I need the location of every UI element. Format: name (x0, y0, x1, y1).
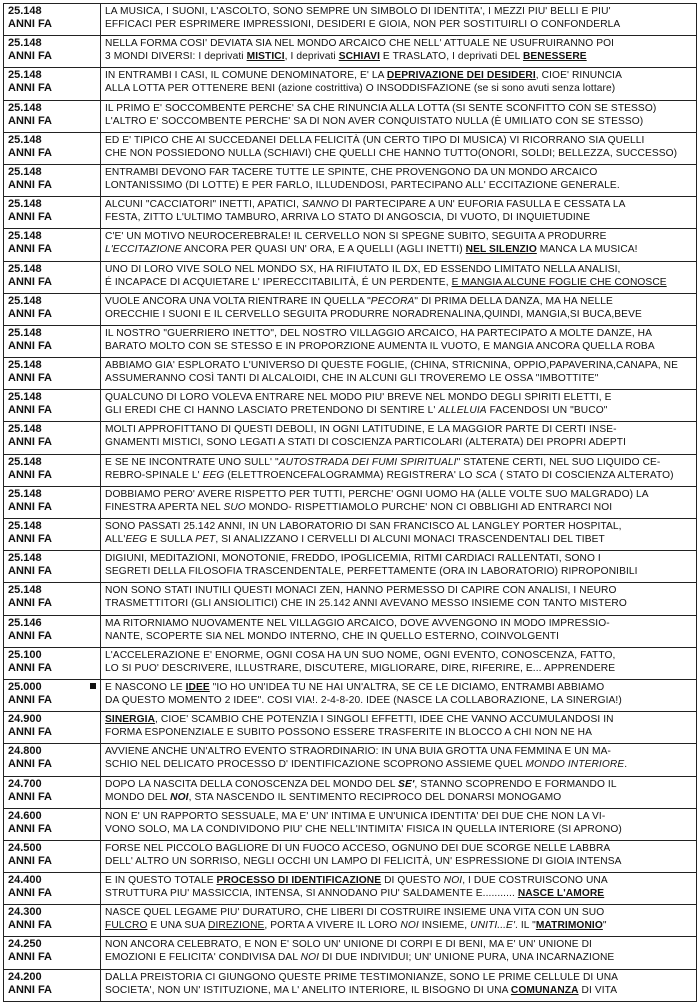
table-row (4, 615, 697, 647)
year-cell: 24.200 ANNI FA (4, 969, 101, 1001)
table-row (4, 132, 697, 164)
text-cell: DOPO LA NASCITA DELLA CONOSCENZA DEL MONDO DEL SE', STANNO SCOPRENDO E FORMANDO IL MONDO DEL NOI, STA NASCENDO IL SENTIMENTO RECIPROCO DEL DONARSI MONOGAMO (101, 776, 697, 808)
table-row (4, 68, 697, 100)
table-row (4, 325, 697, 357)
table-row (4, 873, 697, 905)
year-cell: 25.000 ANNI FA (4, 679, 101, 711)
text-cell: C'E' UN MOTIVO NEUROCEREBRALE! IL CERVELLO NON SI SPEGNE SUBITO, SEGUITA A PRODURRE L'ECCITAZIONE ANCORA PER QUASI UN' ORA, E A QUELLI (AGLI INETTI) NEL SILENZIO MANCA LA MUSICA! (101, 229, 697, 261)
text-cell: NELLA FORMA COSI' DEVIATA SIA NEL MONDO ARCAICO CHE NELL' ATTUALE NE USUFRUIRANNO POI 3 MONDI DIVERSI: I deprivati MISTICI, I deprivati SCHIAVI E TRASLATO, I deprivati DEL BENESSERE (101, 36, 697, 68)
text-cell: MOLTI APPROFITTANO DI QUESTI DEBOLI, IN OGNI LATITUDINE, E LA MAGGIOR PARTE DI CERTI INSE- GNAMENTI MISTICI, SONO LEGATI A STATI DI COSCIENZA PARTICOLARI (ALTERATA) DEI PROPRI ADEPTI (101, 422, 697, 454)
table-row (4, 808, 697, 840)
table-row (4, 36, 697, 68)
table-row (4, 358, 697, 390)
table-row (4, 519, 697, 551)
table-row (4, 647, 697, 679)
table-row (4, 583, 697, 615)
year-cell: 25.148 ANNI FA (4, 551, 101, 583)
table-row (4, 100, 697, 132)
year-cell: 24.250 ANNI FA (4, 937, 101, 969)
text-cell: ABBIAMO GIA' ESPLORATO L'UNIVERSO DI QUESTE FOGLIE, (CHINA, STRICNINA, OPPIO,PAPAVERINA,CANAPA, NE ASSUMERANNO COSÌ TANTI DI ALCALOIDI, CHE IN ALCUNI GLI TROVEREMO LE OSSA "IMBOTTITE" (101, 358, 697, 390)
year-cell: 25.148 ANNI FA (4, 325, 101, 357)
year-cell: 24.800 ANNI FA (4, 744, 101, 776)
year-cell: 25.148 ANNI FA (4, 4, 101, 36)
table-row (4, 164, 697, 196)
year-cell: 25.148 ANNI FA (4, 164, 101, 196)
table-row (4, 679, 697, 711)
table-row (4, 744, 697, 776)
table-row (4, 776, 697, 808)
text-cell: DALLA PREISTORIA CI GIUNGONO QUESTE PRIME TESTIMONIANZE, SONO LE PRIME CELLULE DI UNA SOCIETA', NON UN' ISTITUZIONE, MA L' ANELITO INTERIORE, IL BISOGNO DI UNA COMUNANZA DI VITA (101, 969, 697, 1001)
text-cell: VUOLE ANCORA UNA VOLTA RIENTRARE IN QUELLA "PECORA" DI PRIMA DELLA DANZA, MA HA NELLE ORECCHIE I SUONI E IL CERVELLO SEGUITA PRODURRE NORADRENALINA,QUINDI, MANGIA,SI BUCA,BEVE (101, 293, 697, 325)
year-cell: 25.148 ANNI FA (4, 583, 101, 615)
table-row (4, 551, 697, 583)
year-cell: 25.148 ANNI FA (4, 293, 101, 325)
year-cell: 24.300 ANNI FA (4, 905, 101, 937)
year-cell: 25.148 ANNI FA (4, 519, 101, 551)
text-cell: LA MUSICA, I SUONI, L'ASCOLTO, SONO SEMPRE UN SIMBOLO DI IDENTITA', I MEZZI PIU' BELLI E PIU' EFFICACI PER ESPRIMERE IMPRESSIONI, DESIDERI E GIOIA, NON PER SOSTITUIRLI O CONFONDERLA (101, 4, 697, 36)
table-row (4, 229, 697, 261)
table-row (4, 293, 697, 325)
year-cell: 25.148 ANNI FA (4, 229, 101, 261)
text-cell: E IN QUESTO TOTALE PROCESSO DI IDENTIFICAZIONE DI QUESTO NOI, I DUE COSTRUISCONO UNA STRUTTURA PIU' MASSICCIA, INTENSA, SI ANNODANO PIU' SALDAMENTE E........... NASCE L'AMORE (101, 873, 697, 905)
text-cell: SINERGIA, CIOE' SCAMBIO CHE POTENZIA I SINGOLI EFFETTI, IDEE CHE VANNO ACCUMULANDOSI IN FORMA ESPONENZIALE E SUBITO POSSONO ESSERE TRASFERITE IN BLOCCO A CHI NON NE HA (101, 712, 697, 744)
year-cell: 25.148 ANNI FA (4, 197, 101, 229)
text-cell: E NASCONO LE IDEE "IO HO UN'IDEA TU NE HAI UN'ALTRA, SE CE LE DICIAMO, ENTRAMBI ABBIAMO DA QUESTO MOMENTO 2 IDEE". COSI VIA!. 2-4-8-20. IDEE (NASCE LA COLLABORAZIONE, LA SINERGIA!) (101, 679, 697, 711)
year-cell: 25.148 ANNI FA (4, 261, 101, 293)
text-cell: ENTRAMBI DEVONO FAR TACERE TUTTE LE SPINTE, CHE PROVENGONO DA UN MONDO ARCAICO LONTANISSIMO (DI LOTTE) E PER FARLO, ILLUDENDOSI, PARTECIPANO ALL' ECCITAZIONE GENERALE. (101, 164, 697, 196)
text-cell: UNO DI LORO VIVE SOLO NEL MONDO SX, HA RIFIUTATO IL DX, ED ESSENDO LIMITATO NELLA ANALISI, É INCAPACE DI ACQUIETARE L' IPERECCITABILITÀ, É UN PERDENTE, E MANGIA ALCUNE FOGLIE CHE CONOSCE (101, 261, 697, 293)
text-cell: QUALCUNO DI LORO VOLEVA ENTRARE NEL MODO PIU' BREVE NEL MONDO DEGLI SPIRITI ELETTI, E GLI EREDI CHE CI HANNO LASCIATO PRETENDONO DI SENTIRE L' ALLELUIA FACENDOSI UN "BUCO" (101, 390, 697, 422)
year-cell: 25.148 ANNI FA (4, 486, 101, 518)
text-cell: IL PRIMO E' SOCCOMBENTE PERCHE' SA CHE RINUNCIA ALLA LOTTA (SI SENTE SCONFITTO CON SE STESSO) L'ALTRO E' SOCCOMBENTE PERCHE' SA DI NON AVER CONQUISTATO NULLA (È UMILIATO CON SE STESSO) (101, 100, 697, 132)
text-cell: ED E' TIPICO CHE AI SUCCEDANEI DELLA FELICITÀ (UN CERTO TIPO DI MUSICA) VI RICORRANO SIA QUELLI CHE NON POSSIEDONO NULLA (SCHIAVI) CHE QUELLI CHE HANNO TUTTO(ONORI, SOLDI; BELLEZZA, SUCCESSO) (101, 132, 697, 164)
table-row (4, 840, 697, 872)
table-row (4, 197, 697, 229)
year-cell: 25.148 ANNI FA (4, 100, 101, 132)
table-row (4, 969, 697, 1001)
text-cell: E SE NE INCONTRATE UNO SULL' "AUTOSTRADA DEI FUMI SPIRITUALI" STATENE CERTI, NEL SUO LIQUIDO CE- REBRO-SPINALE L' EEG (ELETTROENCEFALOGRAMMA) REGISTRERA' LO SCA ( STATO DI COSCIENZA ALTERATO) (101, 454, 697, 486)
text-cell: NON E' UN RAPPORTO SESSUALE, MA E' UN' INTIMA E UN'UNICA IDENTITA' DEI DUE CHE NON LA VI- VONO SOLO, MA LA CONDIVIDONO PIU' CHE NELL'INTIMITA' FISICA IN QUELLA INTERIORE (SI APRONO) (101, 808, 697, 840)
text-cell: AVVIENE ANCHE UN'ALTRO EVENTO STRAORDINARIO: IN UNA BUIA GROTTA UNA FEMMINA E UN MA- SCHIO NEL DELICATO PROCESSO D' IDENTIFICAZIONE SCOPRONO ASSIEME QUEL MONDO INTERIORE. (101, 744, 697, 776)
text-cell: L'ACCELERAZIONE E' ENORME, OGNI COSA HA UN SUO NOME, OGNI EVENTO, CONOSCENZA, FATTO, LO SI PUO' DESCRIVERE, ILLUSTRARE, DISCUTERE, MIGLIORARE, DIRE, RIFERIRE, E... APPRENDERE (101, 647, 697, 679)
year-cell: 24.700 ANNI FA (4, 776, 101, 808)
table-row (4, 454, 697, 486)
year-cell: 25.148 ANNI FA (4, 68, 101, 100)
table-row (4, 712, 697, 744)
year-cell: 25.148 ANNI FA (4, 390, 101, 422)
year-cell: 24.600 ANNI FA (4, 808, 101, 840)
table-row (4, 486, 697, 518)
year-cell: 24.900 ANNI FA (4, 712, 101, 744)
text-cell: FORSE NEL PICCOLO BAGLIORE DI UN FUOCO ACCESO, OGNUNO DEI DUE SCORGE NELLE LABBRA DELL' ALTRO UN SORRISO, NEGLI OCCHI UN LAMPO DI FELICITÀ, UN' ESPRESSIONE DI GIOIA INTENSA (101, 840, 697, 872)
table-row (4, 905, 697, 937)
text-cell: ALCUNI "CACCIATORI" INETTI, APATICI, SANNO DI PARTECIPARE A UN' EUFORIA FASULLA E CESSATA LA FESTA, ZITTO L'ULTIMO TAMBURO, ARRIVA LO STATO DI ANGOSCIA, DI VUOTO, DI INQUIETUDINE (101, 197, 697, 229)
year-cell: 25.100 ANNI FA (4, 647, 101, 679)
year-cell: 24.400 ANNI FA (4, 873, 101, 905)
text-cell: DIGIUNI, MEDITAZIONI, MONOTONIE, FREDDO, IPOGLICEMIA, RITMI CARDIACI RALLENTATI, SONO I SEGRETI DELLA FILOSOFIA TRASCENDENTALE, PERFETTAMENTE (ORA IN LABORATORIO) RIPROPONIBILI (101, 551, 697, 583)
table-row (4, 4, 697, 36)
text-cell: NON SONO STATI INUTILI QUESTI MONACI ZEN, HANNO PERMESSO DI CAPIRE CON ANALISI, I NEURO TRASMETTITORI (GLI ANSIOLITICI) CHE IN 25.142 ANNI AVEVANO MESSO INSIEME CON TANTO MISTERO (101, 583, 697, 615)
table-row (4, 937, 697, 969)
timeline-table (3, 3, 697, 1002)
text-cell: MA RITORNIAMO NUOVAMENTE NEL VILLAGGIO ARCAICO, DOVE AVVENGONO IN MODO IMPRESSIO- NANTE, SCOPERTE SIA NEL MONDO INTERNO, CHE IN QUELLO ESTERNO, COINVOLGENTI (101, 615, 697, 647)
year-cell: 25.146 ANNI FA (4, 615, 101, 647)
text-cell: IL NOSTRO "GUERRIERO INETTO", DEL NOSTRO VILLAGGIO ARCAICO, HA PARTECIPATO A MOLTE DANZE, HA BARATO MOLTO CON SE STESSO E IN PROPORZIONE AUMENTA IL VUOTO, E MANGIA ANCORA QUELLA ROBA (101, 325, 697, 357)
year-cell: 25.148 ANNI FA (4, 132, 101, 164)
year-cell: 25.148 ANNI FA (4, 454, 101, 486)
text-cell: NON ANCORA CELEBRATO, E NON E' SOLO UN' UNIONE DI CORPI E DI BENI, MA E' UN' UNIONE DI EMOZIONI E FELICITA' CONDIVISA DAL NOI DI DUE INDIVIDUI; UN' UNIONE PURA, UNA INCARNAZIONE (101, 937, 697, 969)
text-cell: NASCE QUEL LEGAME PIU' DURATURO, CHE LIBERI DI COSTRUIRE INSIEME UNA VITA CON UN SUO FULCRO E UNA SUA DIREZIONE, PORTA A VIVERE IL LORO NOI INSIEME, UNITI...E'. IL "MATRIMONIO" (101, 905, 697, 937)
year-cell: 25.148 ANNI FA (4, 358, 101, 390)
table-row (4, 261, 697, 293)
text-cell: DOBBIAMO PERO' AVERE RISPETTO PER TUTTI, PERCHE' OGNI UOMO HA (ALLE VOLTE SUO MALGRADO) LA FINESTRA APERTA NEL SUO MONDO- RISPETTIAMOLO PURCHE' NON CI OBBLIGHI AD ENTRARCI NOI (101, 486, 697, 518)
bullet-marker-icon (90, 683, 96, 689)
year-cell: 25.148 ANNI FA (4, 422, 101, 454)
table-row (4, 390, 697, 422)
table-row (4, 422, 697, 454)
text-cell: IN ENTRAMBI I CASI, IL COMUNE DENOMINATORE, E' LA DEPRIVAZIONE DEI DESIDERI, CIOE' RINUNCIA ALLA LOTTA PER OTTENERE BENI (azione costrittiva) O INSODDISFAZIONE (se si sono avuti senza lottare) (101, 68, 697, 100)
text-cell: SONO PASSATI 25.142 ANNI, IN UN LABORATORIO DI SAN FRANCISCO AL LANGLEY PORTER HOSPITAL, ALL'EEG E SULLA PET, SI ANALIZZANO I CERVELLI DI ALCUNI MONACI TRASCENDENTALI DEL TIBET (101, 519, 697, 551)
year-cell: 24.500 ANNI FA (4, 840, 101, 872)
year-cell: 25.148 ANNI FA (4, 36, 101, 68)
